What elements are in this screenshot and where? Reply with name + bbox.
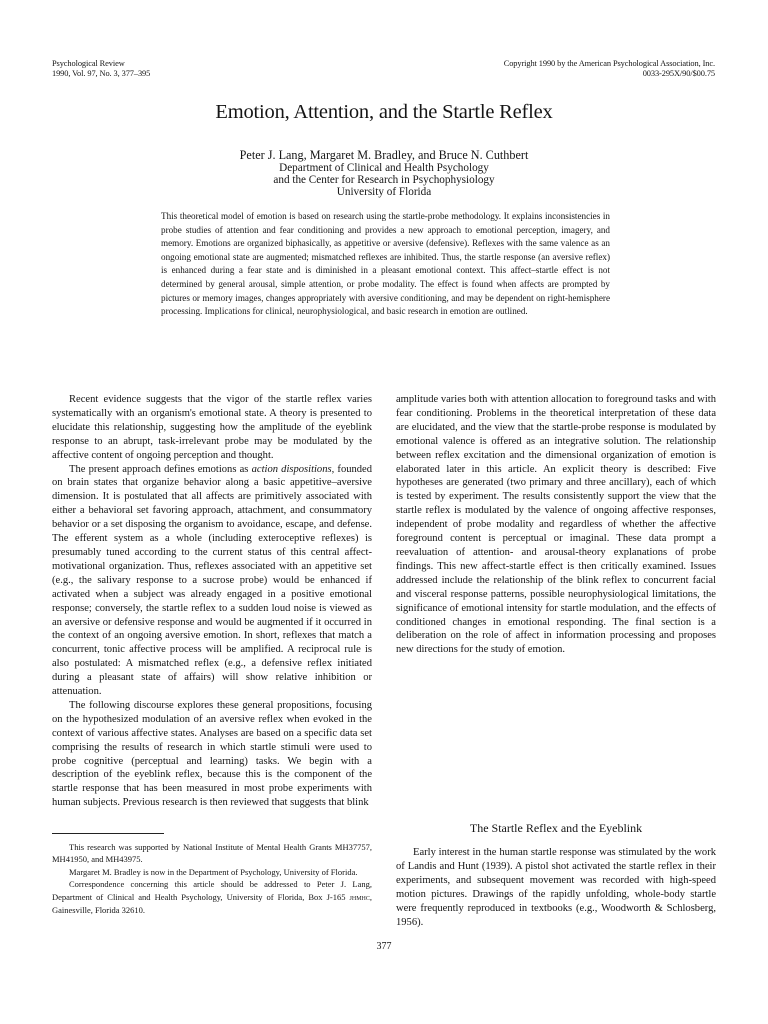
paragraph-text: The present approach defines emotions as [69,463,252,475]
abstract: This theoretical model of emotion is based on research using the startle-probe methodology. It explains inconsistencies in probe studies of attention and fear conditioning and provides a new approach to emotional perception, imagery, and memory. Emotions are organized biphasically, as appetitive or aversive (defensive). Reflexes with the same valence as an ongoing emotional state are augmented; mismatched reflexes are inhibited. Thus, the startle response (an aversive reflex) is enhanced during a fear state and is diminished in a pleasant emotional context. This affect–startle effect is not determined by general arousal, simple attention, or probe modality. The effect is found when affects are prompted by pictures or memory images, changes appropriately with aversive conditioning, and may be dependent on right-hemisphere processing. Implications for clinical, neurophysiological, and basic research in emotion are outlined. [161,211,610,317]
running-header-right [504,59,715,78]
affiliation-line-1: Department of Clinical and Health Psychology [279,162,489,174]
footnote-correspondence [52,878,372,916]
footnote-text: Correspondence concerning this article should be addressed to Peter J. Lang, Department of Clinical and Health Psychology, University of Florida, Box J-165 [52,879,372,902]
running-header-left [52,59,150,78]
paragraph-text: founded on brain states that organize behavior along a basic appetitive–aversive dimension. It is postulated that all affects are primitively associated with either a behavioral set favoring approach, attachment, and consummatory behavior or a set disposing the organism to avoidance, escape, and defense. The efferent system as a whole (including exteroceptive reflexes) is presumably tuned according to the current status of this central affect-motivational organization. Thus, reflexes associated with an appetitive set (e.g., the salivary response to a sucrose probe) would be enhanced if activated when a subject was already engaged in a positive emotional response; conversely, the startle reflex to a sudden loud noise is viewed as an aversive or defensive response and would be augmented if it occurred in the context of an ongoing aversive emotion. In short, reflexes that match a concurrent, tonic affective process will be amplified. A reciprocal rule is also postulated: A mismatched reflex (e.g., a defensive reflex initiated during a pleasant state of affairs) will show relative inhibition or attenuation. [52,463,372,698]
footnote-text: , Gainesville, Florida 32610. [52,891,372,916]
italic-term: action dispositions, [251,463,335,475]
footnote-affiliation: Margaret M. Bradley is now in the Department of Psychology, University of Florida. [69,866,358,877]
journal-name: Psychological Review [52,59,125,68]
copyright-line: Copyright 1990 by the American Psychological Association, Inc. [503,59,715,68]
affiliation-line-3: University of Florida [336,185,432,198]
footnote-rule [52,833,164,834]
paragraph-intro: Recent evidence suggests that the vigor of the startle reflex varies systematically with an organism's emotional state. A theory is presented to elucidate this relationship, suggesting how the amplitude of the eyeblink response to an abrupt, task-irrelevant probe may be modulated by the affective content of ongoing perception and thought. [52,394,372,461]
author-list: Peter J. Lang, Margaret M. Bradley, and Bruce N. Cuthbert [239,148,529,162]
volume-info: 1990, Vol. 97, No. 3, 377–395 [52,68,151,78]
paragraph-early-interest: Early interest in the human startle response was stimulated by the work of Landis and Hunt (1939). A pistol shot activated the startle reflex in their experiments, and subsequent movement was recorded with high-speed motion pictures. Drawings of the rapidly unfolding, whole-body startle were frequently reproduced in textbooks (e.g., Woodworth & Schlosberg, 1956). [396,847,716,928]
page-number: 377 [376,941,392,952]
article-title: Emotion, Attention, and the Startle Reflex [215,101,553,123]
footnote-funding: This research was supported by National Institute of Mental Health Grants MH37757, MH41950, and MH43975. [52,842,372,865]
footnotes [52,841,372,916]
body-column-right [396,393,716,657]
footnote-abbrev: jhmhc [349,892,370,902]
affiliation-line-2: and the Center for Research in Psychophysiology [273,173,495,186]
body-column-left [52,393,372,810]
article-code: 0033-295X/90/$00.75 [642,68,715,78]
body-column-right-section [396,846,716,929]
paragraph-action-dispositions [52,463,372,699]
affiliation [0,163,768,198]
paragraph-discourse: The following discourse explores these general propositions, focusing on the hypothesized modulation of an aversive reflex when evoked in the context of various affective states. Analyses are based on a specific data set comprising the results of research in which startle stimuli were used to probe cognitive (perceptual and learning) tasks. We begin with a description of the eyeblink reflex, because this is the component of the startle response that has been measured in most probe experiments with human subjects. Previous research is then reviewed that suggests that blink [52,699,372,809]
paragraph-discourse-continued: amplitude varies both with attention allocation to foreground tasks and with fear conditioning. Problems in the theoretical interpretation of these data are elucidated, and the view that the startle-probe response is modulated by emotional valence is offered as an integrative solution. The relationship between reflex excitation and the dimensional organization of emotion is elaborated later in this article. An explicit theory is described: Five hypotheses are generated (two primary and three ancillary), each of which is tested by experiment. The results consistently support the view that the startle reflex is modulated by the valence of ongoing affective responses, independent of probe modality and regardless of whether the affective foreground content is perceptual or imaginal. These data prompt a reevaluation of attention- and arousal-theory explanations of probe findings. This new affect-startle effect is then critically examined. Issues addressed include the relationship of the blink reflex to concurrent facial and visceral response patterns, possible neurophysiological limitations, the significance of emotional intensity for startle modulation, and the effects of conditioned changes in emotional responding. The final section is a deliberation on the role of affect in information processing and proposes new directions for the study of emotion. [396,394,716,656]
section-heading: The Startle Reflex and the Eyeblink [469,821,643,835]
